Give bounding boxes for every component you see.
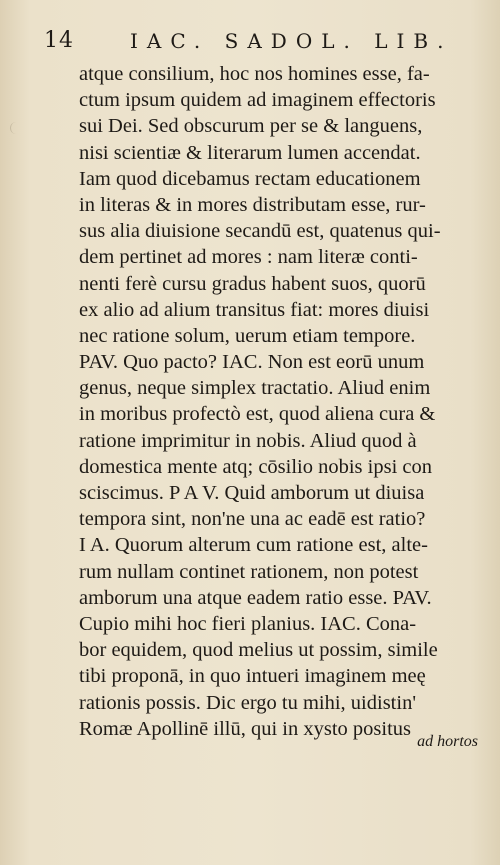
text-line: ratione imprimitur in nobis. Aliud quod à	[79, 429, 417, 452]
text-line: PAV. Quo pacto? IAC. Non est eorū unum	[79, 351, 425, 374]
text-line: nisi scientiæ & literarum lumen accendat.	[79, 141, 421, 164]
text-line: tempora sint, non'ne una ac eadē est ratio?	[79, 508, 426, 531]
text-line: sus alia diuisione secandū est, quatenus qui-	[79, 220, 441, 243]
text-line: I A. Quorum alterum cum ratione est, alte-	[79, 534, 428, 557]
margin-stain	[10, 122, 21, 134]
text-line: in literas & in mores distributam esse, rur-	[79, 193, 426, 216]
running-head: IAC. SADOL. LIB.	[130, 29, 453, 53]
text-line: Romæ Apollinē illū, qui in xysto positus	[79, 717, 412, 740]
text-line: bor equidem, quod melius ut possim, simile	[79, 639, 438, 662]
text-line: nenti ferè cursu gradus habent suos, quorū	[79, 272, 426, 295]
text-line: Iam quod dicebamus rectam educationem	[79, 167, 421, 190]
text-line: dem pertinet ad mores : nam literæ conti-	[79, 246, 418, 269]
text-line: rum nullam continet rationem, non potest	[79, 560, 419, 583]
page-header	[30, 28, 490, 58]
text-line: domestica mente atq; cōsilio nobis ipsi con	[79, 455, 432, 478]
text-line: nec ratione solum, uerum etiam tempore.	[79, 324, 416, 347]
text-line: sui Dei. Sed obscurum per se & languens,	[79, 115, 423, 138]
catchword: ad hortos	[417, 733, 478, 750]
text-line: amborum una atque eadem ratio esse. PAV.	[79, 586, 432, 609]
text-line: in moribus profectò est, quod aliena cura &	[79, 403, 436, 426]
text-line: atque consilium, hoc nos homines esse, fa-	[79, 63, 430, 85]
body-text	[79, 61, 489, 742]
text-line: genus, neque simplex tractatio. Aliud enim	[79, 377, 431, 400]
text-line: rationis possis. Dic ergo tu mihi, uidistin'	[79, 691, 417, 714]
text-line: Cupio mihi hoc fieri planius. IAC. Cona-	[79, 612, 417, 635]
text-line: tibi proponā, in quo intueri imaginem meę	[79, 665, 426, 688]
text-line: sciscimus. P A V. Quid amborum ut diuisa	[79, 482, 425, 504]
text-line: ctum ipsum quidem ad imaginem effectoris	[79, 89, 436, 112]
page-number: 14	[44, 28, 74, 53]
text-line: ex alio ad alium transitus fiat: mores diuisi	[79, 298, 430, 321]
